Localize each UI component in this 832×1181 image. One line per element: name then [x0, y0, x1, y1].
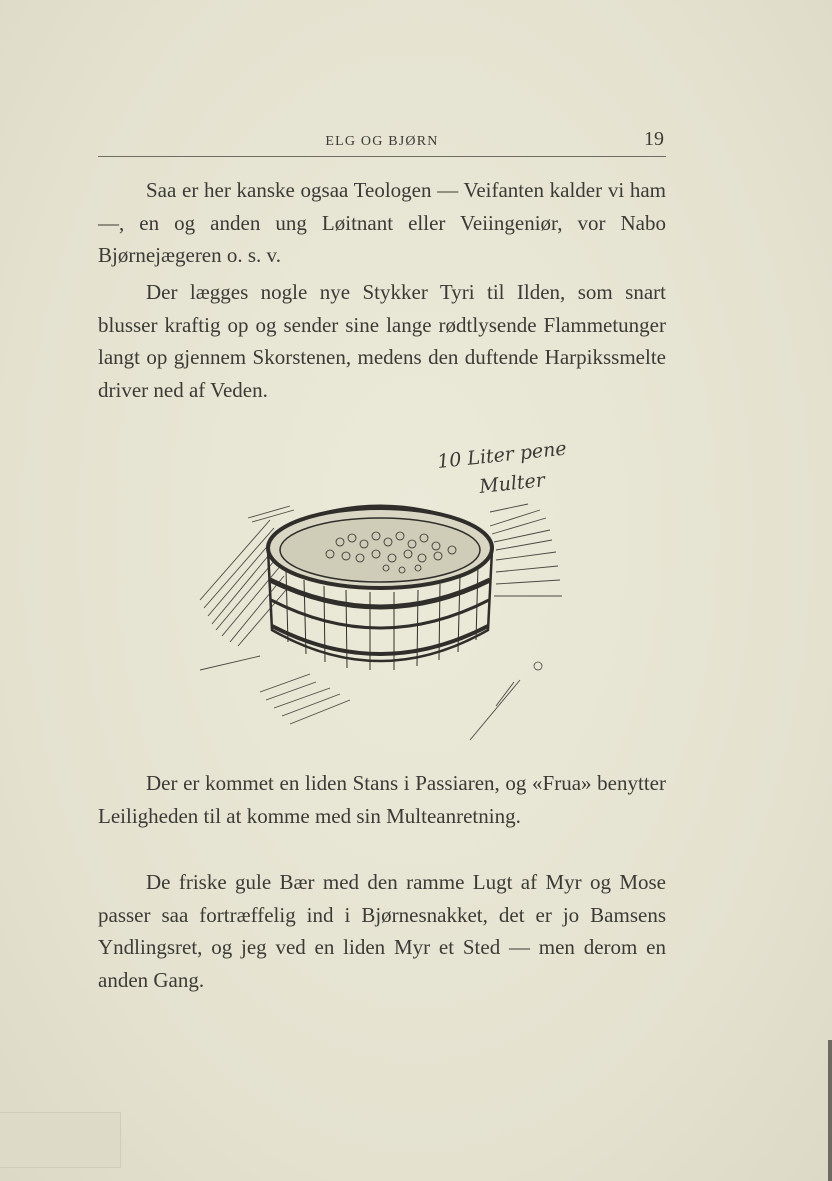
tub	[268, 506, 492, 670]
caption-line-1: 10 Liter pene	[436, 437, 568, 473]
caption-line-2: Multer	[478, 469, 546, 498]
running-head	[98, 126, 666, 157]
paragraph-2: Der lægges nogle nye Stykker Tyri til Ilden, som snart blusser kraftig op og sender sine lange rødtlysende Flammetunger langt op gjennem Skorstenen, medens den duftende Harpikssmelte driver ned af Veden.	[98, 280, 666, 402]
ground-shading	[200, 656, 542, 740]
paragraph-4: De friske gule Bær med den ramme Lugt af Myr og Mose passer saa fortræffelig ind i Bjørnesnakket, det er jo Bamsens Yndlingsret, og jeg ved en liden Myr et Sted — men derom en anden Gang.	[98, 870, 666, 992]
paragraph-3: Der er kommet en liden Stans i Passiaren, og «Frua» benytter Leiligheden til at komme med sin Multeanretning.	[98, 771, 666, 828]
hatching-left	[200, 506, 294, 646]
page-edge-shadow	[828, 1040, 832, 1181]
berry-tub-illustration	[190, 430, 580, 750]
paper-fold	[0, 1112, 121, 1168]
running-title: ELG OG BJØRN	[325, 134, 439, 149]
hatching-right	[490, 504, 562, 596]
paragraph-1: Saa er her kanske ogsaa Teologen — Veifanten kalder vi ham —, en og anden ung Løitnant eller Veiingeniør, vor Nabo Bjørnejægeren o. s. v.	[98, 178, 666, 267]
page-number: 19	[644, 128, 664, 150]
